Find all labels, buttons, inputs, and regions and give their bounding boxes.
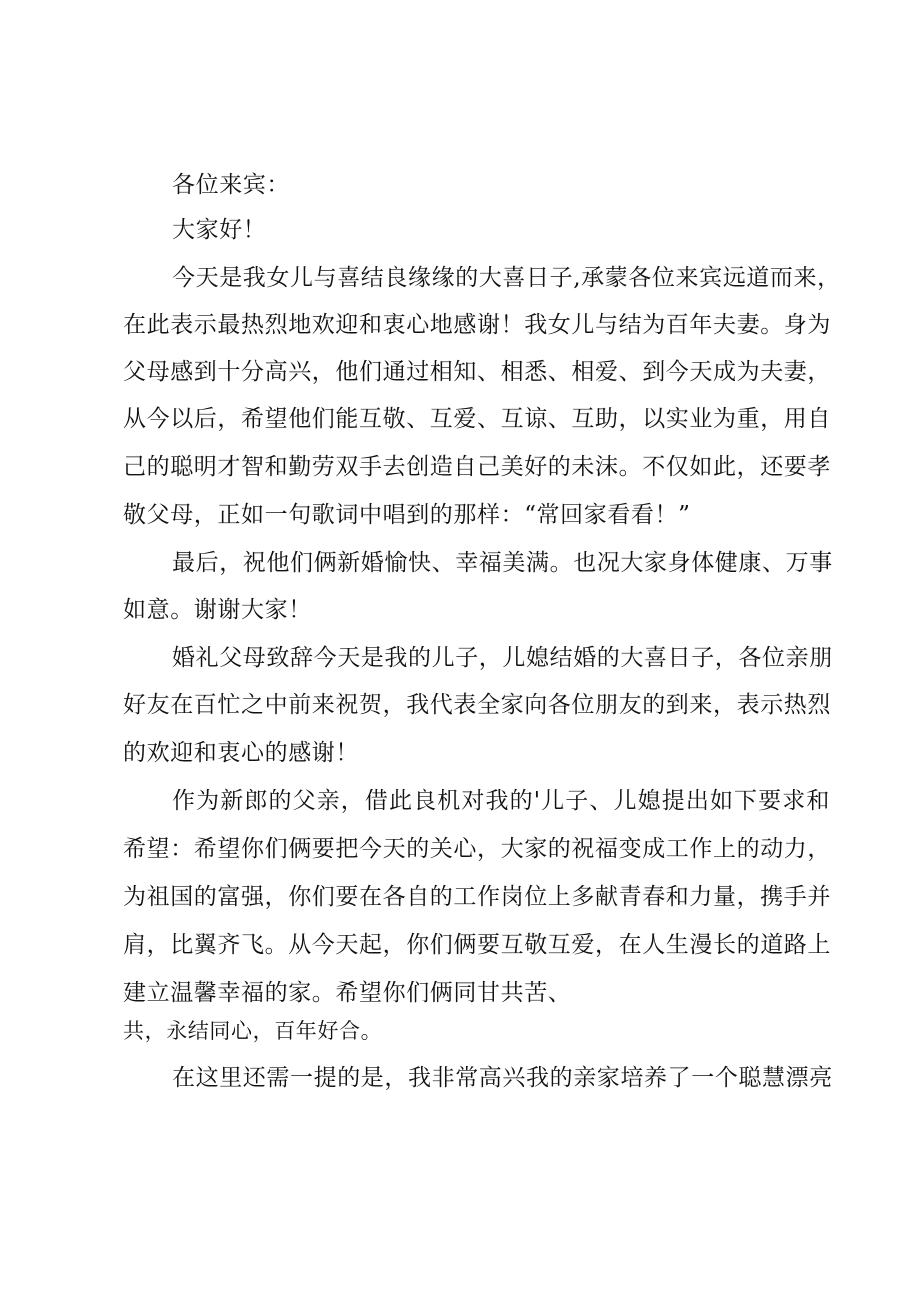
paragraph-1-line-1: 今天是我女儿与喜结良缘缘的大喜日子,承蒙各位来宾远道而来， (172, 265, 841, 291)
paragraph-3-line-2: 好友在百忙之中前来祝贺，我代表全家向各位朋友的到来，表示热烈 (123, 692, 831, 718)
paragraph-4-line-6: 共，永结同心，百年好合。 (123, 1019, 383, 1043)
paragraph-4-line-5: 建立温馨幸福的家。希望你们俩同甘共苦、 (123, 980, 572, 1006)
salutation-line: 各位来宾： (172, 172, 290, 198)
paragraph-4-line-1: 作为新郎的父亲，借此良机对我的'儿子、儿媳提出如下要求和 (172, 788, 830, 814)
paragraph-2-line-2: 如意。谢谢大家！ (123, 597, 312, 623)
paragraph-1-line-2: 在此表示最热烈地欢迎和衷心地感谢！我女儿与结为百年夫妻。身为 (123, 312, 831, 338)
paragraph-3-line-1: 婚礼父母致辞今天是我的儿子，儿媳结婚的大喜日子，各位亲朋 (172, 645, 833, 671)
paragraph-4-line-4: 肩，比翼齐飞。从今天起，你们俩要互敬互爱，在人生漫长的道路上 (123, 932, 831, 958)
paragraph-3-line-3: 的欢迎和衷心的感谢！ (123, 740, 359, 766)
paragraph-1-line-5: 己的聪明才智和勤劳双手去创造自己美好的未沫。不仅如此，还要孝 (123, 454, 831, 480)
paragraph-4-line-3: 为祖国的富强，你们要在各自的工作岗位上多献青春和力量，携手并 (123, 884, 831, 910)
paragraph-5-line-1: 在这里还需一提的是，我非常高兴我的亲家培养了一个聪慧漂亮 (172, 1065, 833, 1091)
paragraph-2-line-1: 最后，祝他们俩新婚愉快、幸福美满。也况大家身体健康、万事 (172, 550, 833, 576)
greeting-line: 大家好！ (172, 217, 267, 243)
paragraph-1-line-3: 父母感到十分高兴，他们通过相知、相悉、相爱、到今天成为夫妻， (123, 359, 831, 385)
paragraph-4-line-2: 希望：希望你们俩要把今天的关心，大家的祝福变成工作上的动力， (123, 836, 831, 862)
paragraph-1-line-4: 从今以后，希望他们能互敬、互爱、互谅、互助，以实业为重，用自 (123, 406, 831, 432)
paragraph-1-line-6: 敬父母，正如一句歌词中唱到的那样：“常回家看看！” (123, 502, 691, 528)
